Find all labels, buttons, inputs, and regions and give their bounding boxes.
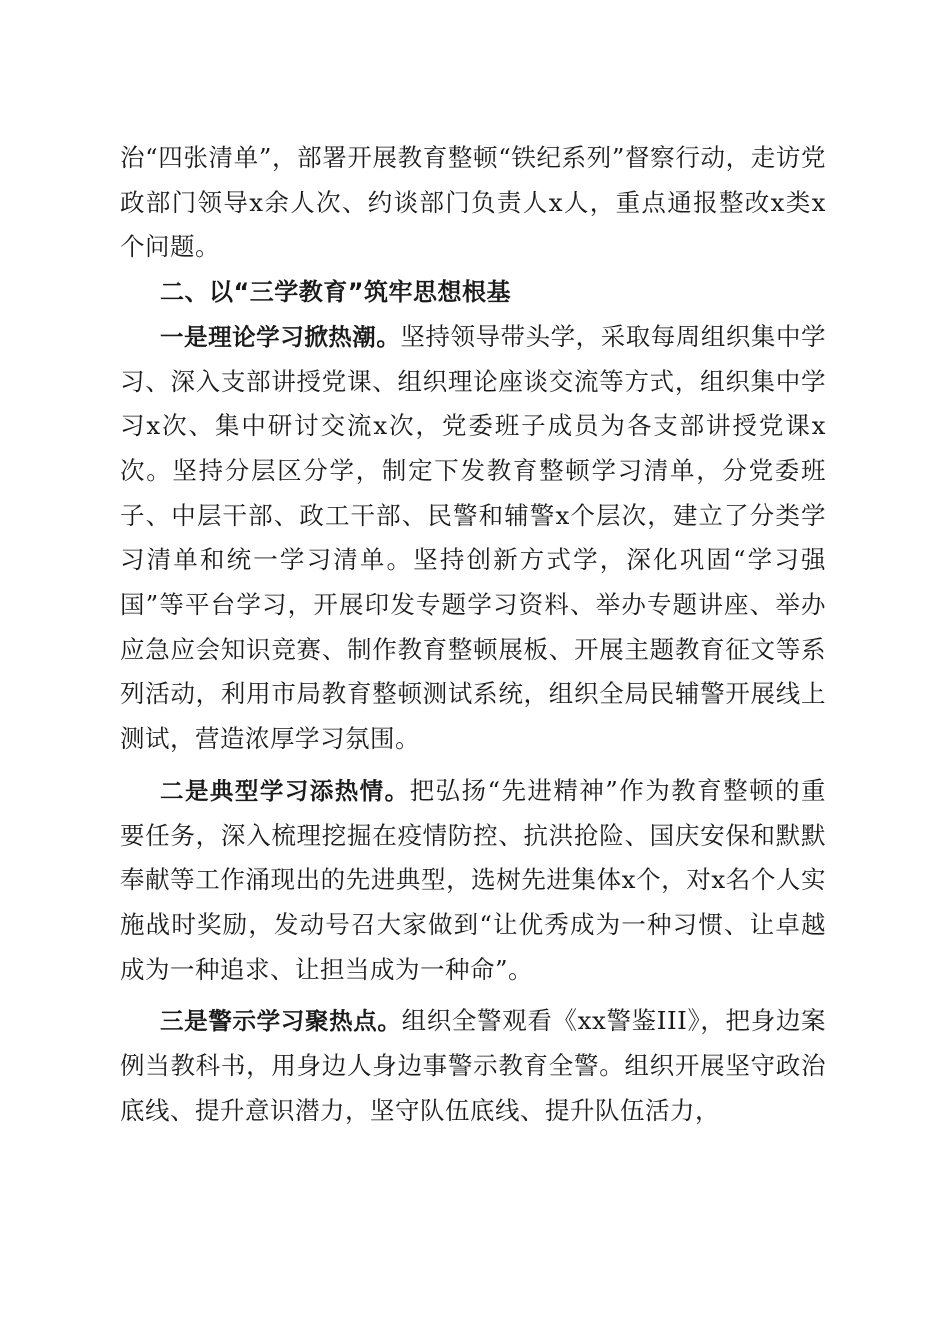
paragraph-theory-study (120, 315, 826, 762)
paragraph-body: 组织全警观看《xx警鉴III》，把身边案例当教科书，用身边人身边事警示教育全警。组织开展坚守政治底线、提升意识潜力，坚守队伍底线、提升队伍活力， (120, 1006, 827, 1125)
paragraph-model-study (120, 769, 826, 993)
paragraph-lead: 一是理论学习掀热潮。 (160, 322, 401, 351)
continuation-paragraph: 治“四张清单”，部署开展教育整顿“铁纪系列”督察行动，走访党政部门领导x余人次、约谈部门负责人x人，重点通报整改x类x个问题。 (120, 143, 826, 262)
section-heading: 二、以“三学教育”筑牢思想根基 (160, 278, 512, 307)
paragraph-lead: 三是警示学习聚热点。 (160, 1007, 402, 1036)
document-body (120, 136, 826, 1133)
paragraph-warning-study (120, 999, 826, 1133)
paragraph-lead: 二是典型学习添热情。 (160, 776, 410, 805)
paragraph-body: 坚持领导带头学，采取每周组织集中学习、深入支部讲授党课、组织理论座谈交流等方式，组织集中学习x次、集中研讨交流x次，党委班子成员为各支部讲授党课x次。坚持分层区分学，制定下发教育整顿学习清单，分党委班子、中层干部、政工干部、民警和辅警x个层次，建立了分类学习清单和统一学习清单。坚持创新方式学，深化巩固“学习强国”等平台学习，开展印发专题学习资料、举办专题讲座、举办应急应会知识竞赛、制作教育整顿展板、开展主题教育征文等系列活动，利用市局教育整顿测试系统，组织全局民辅警开展线上测试，营造浓厚学习氛围。 (120, 321, 827, 754)
paragraph-body: 把弘扬“先进精神”作为教育整顿的重要任务，深入梳理挖掘在疫情防控、抗洪抢险、国庆安保和默默奉献等工作涌现出的先进典型，选树先进集体x个，对x名个人实施战时奖励，发动号召大家做到“让优秀成为一种习惯、让卓越成为一种追求、让担当成为一种命”。 (120, 775, 826, 984)
